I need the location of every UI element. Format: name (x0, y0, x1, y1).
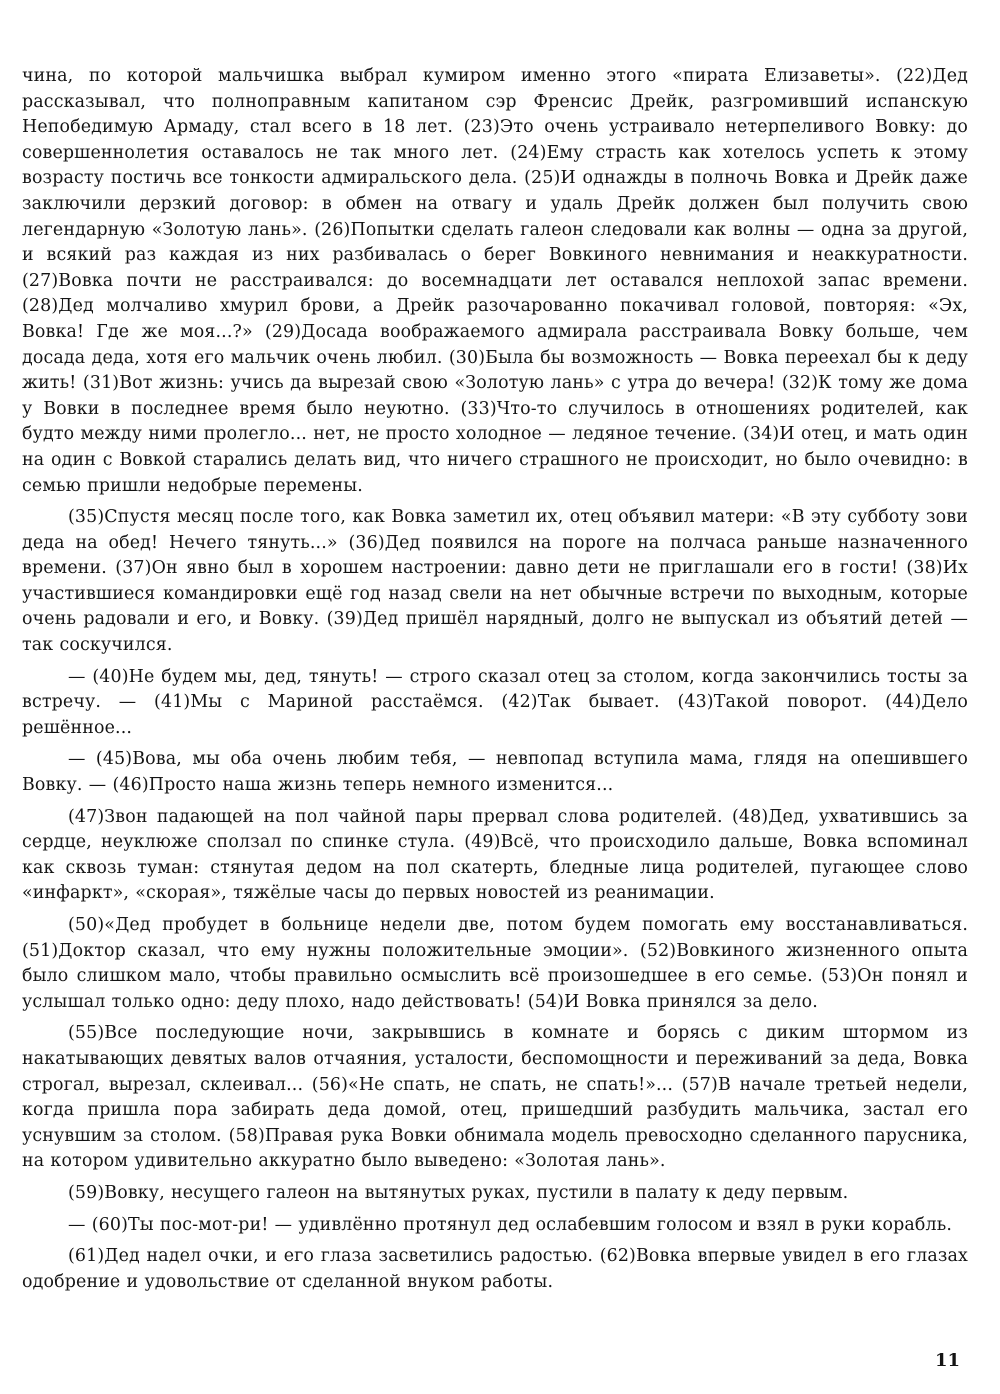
paragraph-4: — (45)Вова, мы оба очень любим тебя, — невпопад вступила мама, глядя на опешившего Вовку. — (46)Просто наша жизнь теперь немного изменится... (22, 749, 968, 796)
page-number: 11 (934, 1350, 960, 1371)
paragraph-6: (50)«Дед пробудет в больнице недели две, потом будем помогать ему восстанавливаться. (51)Доктор сказал, что ему нужны положительные эмоции». (52)Вовкиного жизненного опыта было слишком мало, чтобы правильно осмыслить всё произошедшее в его семье. (53)Он понял и услышал только одно: деду плохо, надо действовать! (54)И Вовка принялся за дело. (22, 915, 968, 1012)
paragraph-7: (55)Все последующие ночи, закрывшись в комнате и борясь с диким штормом из накатывающих девятых валов отчаяния, усталости, беспомощности и переживаний за деда, Вовка строгал, вырезал, склеивал... (56)«Не спать, не спать, не спать!»... (57)В начале третьей недели, когда пришла пора забирать деда домой, отец, пришедший разбудить мальчика, застал его уснувшим за столом. (58)Правая рука Вовки обнимала модель превосходно сделанного парусника, на котором удивительно аккуратно было выведено: «Золотая лань». (22, 1023, 968, 1172)
paragraph-3: — (40)Не будем мы, дед, тянуть! — строго сказал отец за столом, когда закончились тосты за встречу. — (41)Мы с Мариной расстаёмся. (42)Так бывает. (43)Такой поворот. (44)Дело решённое... (22, 666, 968, 738)
paragraph-2: (35)Спустя месяц после того, как Вовка заметил их, отец объявил матери: «В эту субботу зови деда на обед! Нечего тянуть...» (36)Дед появился на пороге на полчаса раньше назначенного времени. (37)Он явно был в хорошем настроении: давно дети не приглашали его в гости! (38)Их участившиеся командировки ещё год назад свели на нет обычные встречи по выходным, которые очень радовали и его, и Вовку. (39)Дед пришёл нарядный, долго не выпускал из объятий детей — так соскучился. (22, 507, 968, 656)
paragraph-8: (59)Вовку, несущего галеон на вытянутых руках, пустили в палату к деду первым. (68, 1182, 849, 1203)
paragraph-1: чина, по которой мальчишка выбрал кумиром именно этого «пирата Елизаветы». (22)Дед рассказывал, что полноправным капитаном сэр Френсис Дрейк, разгромивший испанскую Непобедимую Армаду, стал всего в 18 лет. (23)Это очень устраивало нетерпеливого Вовку: до совершеннолетия оставалось не так много лет. (24)Ему страсть как хотелось успеть к этому возрасту постичь все тонкости адмиральского дела. (25)И однажды в полночь Вовка и Дрейк даже заключили дерзкий договор: в обмен на отвагу и удаль Дрейк должен был получить свою легендарную «Золотую лань». (26)Попытки сделать галеон следовали как волны — одна за другой, и всякий раз каждая из них разбивалась о берег Вовкиного невнимания и неаккуратности. (27)Вовка почти не расстраивался: до восемнадцати лет оставался неплохой запас времени. (28)Дед молчаливо хмурил брови, а Дрейк разочарованно покачивал головой, повторяя: «Эх, Вовка! Где же моя...?» (29)Досада воображаемого адмирала расстраивала Вовку больше, чем досада деда, хотя его мальчик очень любил. (30)Была бы возможность — Вовка переехал бы к деду жить! (31)Вот жизнь: учись да вырезай свою «Золотую лань» с утра до вечера! (32)К тому же дома у Вовки в последнее время было неуютно. (33)Что-то случилось в отношениях родителей, как будто между ними пролегло... нет, не просто холодное — ледяное течение. (34)И отец, и мать один на один с Вовкой старались делать вид, что ничего страшного не происходит, но было очевидно: в семью пришли недобрые перемены. (22, 66, 968, 496)
document-page (22, 64, 968, 1301)
paragraph-9: — (60)Ты пос-мот-ри! — удивлённо протянул дед ослабевшим голосом и взял в руки корабль. (68, 1214, 953, 1235)
paragraph-5: (47)Звон падающей на пол чайной пары прервал слова родителей. (48)Дед, ухватившись за сердце, неуклюже сползал по спинке стула. (49)Всё, что происходило дальше, Вовка вспоминал как сквозь туман: стянутая дедом на пол скатерть, бледные лица родителей, пугающее слово «инфаркт», «скорая», тяжёлые часы до первых новостей из реанимации. (22, 806, 968, 904)
paragraph-10: (61)Дед надел очки, и его глаза засветились радостью. (62)Вовка впервые увидел в его глазах одобрение и удовольствие от сделанной внуком работы. (22, 1246, 968, 1292)
